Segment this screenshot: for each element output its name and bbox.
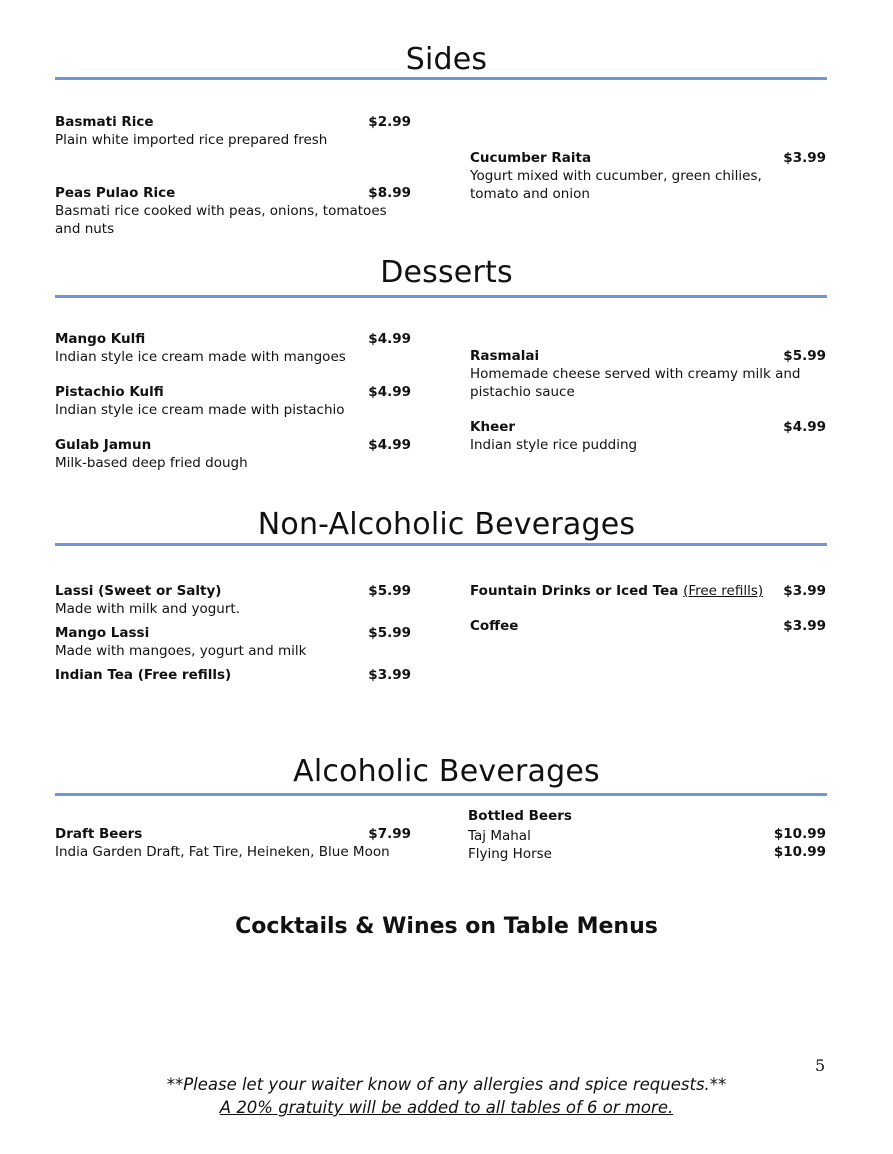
cocktails-note: Cocktails & Wines on Table Menus [235, 914, 658, 939]
item-name-text: Fountain Drinks or Iced Tea [470, 583, 679, 599]
item-name: Gulab Jamun [55, 437, 152, 453]
item-price: $5.99 [368, 625, 411, 641]
bottled-beers-block [468, 807, 826, 861]
bottled-beers-heading: Bottled Beers [468, 808, 572, 824]
menu-item-draft-beers [55, 825, 411, 861]
item-description: Milk-based deep fried dough [55, 455, 248, 471]
item-description: Made with mangoes, yogurt and milk [55, 643, 307, 659]
item-description: Plain white imported rice prepared fresh [55, 132, 328, 148]
sides-rule [55, 77, 827, 80]
menu-item-gulab-jamun [55, 436, 411, 472]
desserts-rule [55, 295, 827, 298]
allergy-notice: **Please let your waiter know of any allergies and spice requests.** [166, 1075, 727, 1094]
item-description: Basmati rice cooked with peas, onions, tomatoes and nuts [55, 203, 387, 237]
item-price: $4.99 [783, 419, 826, 435]
item-price: $3.99 [783, 618, 826, 634]
menu-item-peas-pulao-rice [55, 184, 411, 238]
item-description: Made with milk and yogurt. [55, 601, 240, 617]
bottled-beer-row [468, 843, 826, 861]
menu-item-mango-lassi [55, 624, 411, 660]
item-name: Coffee [470, 618, 519, 634]
menu-item-pistachio-kulfi [55, 383, 411, 419]
bottled-beer-name: Taj Mahal [468, 828, 531, 844]
item-description: Homemade cheese served with creamy milk and pistachio sauce [470, 366, 801, 400]
bottled-beer-price: $10.99 [773, 826, 826, 842]
item-price: $5.99 [783, 348, 826, 364]
item-price: $7.99 [368, 826, 411, 842]
menu-item-rasmalai [470, 347, 826, 401]
page-number: 5 [815, 1056, 826, 1075]
menu-item-fountain-drinks [470, 582, 826, 600]
non-alcoholic-heading: Non-Alcoholic Beverages [257, 507, 636, 542]
item-name: Lassi (Sweet or Salty) [55, 583, 222, 599]
item-name: Peas Pulao Rice [55, 185, 176, 201]
item-description: Indian style rice pudding [470, 437, 638, 453]
item-description: India Garden Draft, Fat Tire, Heineken, Blue Moon [55, 844, 390, 860]
item-name [470, 582, 826, 600]
menu-item-coffee [470, 617, 826, 635]
menu-item-indian-tea [55, 666, 411, 684]
item-price: $3.99 [368, 667, 411, 683]
alcoholic-rule [55, 793, 827, 796]
item-name: Kheer [470, 419, 516, 435]
item-description: Indian style ice cream made with mangoes [55, 349, 346, 365]
item-name: Pistachio Kulfi [55, 384, 164, 400]
menu-item-basmati-rice [55, 113, 411, 149]
item-price: $4.99 [368, 437, 411, 453]
item-name: Mango Kulfi [55, 331, 146, 347]
desserts-heading: Desserts [380, 255, 513, 290]
menu-item-cucumber-raita [470, 149, 826, 203]
menu-item-lassi [55, 582, 411, 618]
item-price: $3.99 [783, 583, 826, 599]
bottled-beer-row [468, 825, 826, 843]
free-refills-note: (Free refills) [683, 583, 764, 599]
non-alcoholic-rule [55, 543, 827, 546]
item-price: $3.99 [783, 150, 826, 166]
item-name: Indian Tea (Free refills) [55, 667, 232, 683]
item-price: $8.99 [368, 185, 411, 201]
item-name: Basmati Rice [55, 114, 154, 130]
item-description: Yogurt mixed with cucumber, green chilies, tomato and onion [470, 168, 762, 202]
sides-heading: Sides [405, 42, 488, 77]
item-price: $4.99 [368, 331, 411, 347]
bottled-beer-name: Flying Horse [468, 846, 552, 862]
bottled-beer-price: $10.99 [773, 844, 826, 860]
item-name: Mango Lassi [55, 625, 150, 641]
alcoholic-heading: Alcoholic Beverages [293, 754, 600, 789]
item-price: $2.99 [368, 114, 411, 130]
item-price: $5.99 [368, 583, 411, 599]
item-description: Indian style ice cream made with pistachio [55, 402, 345, 418]
item-name: Draft Beers [55, 826, 143, 842]
gratuity-notice: A 20% gratuity will be added to all tables of 6 or more. [219, 1098, 674, 1117]
item-name: Cucumber Raita [470, 150, 592, 166]
menu-item-mango-kulfi [55, 330, 411, 366]
menu-item-kheer [470, 418, 826, 454]
item-name: Rasmalai [470, 348, 540, 364]
item-price: $4.99 [368, 384, 411, 400]
